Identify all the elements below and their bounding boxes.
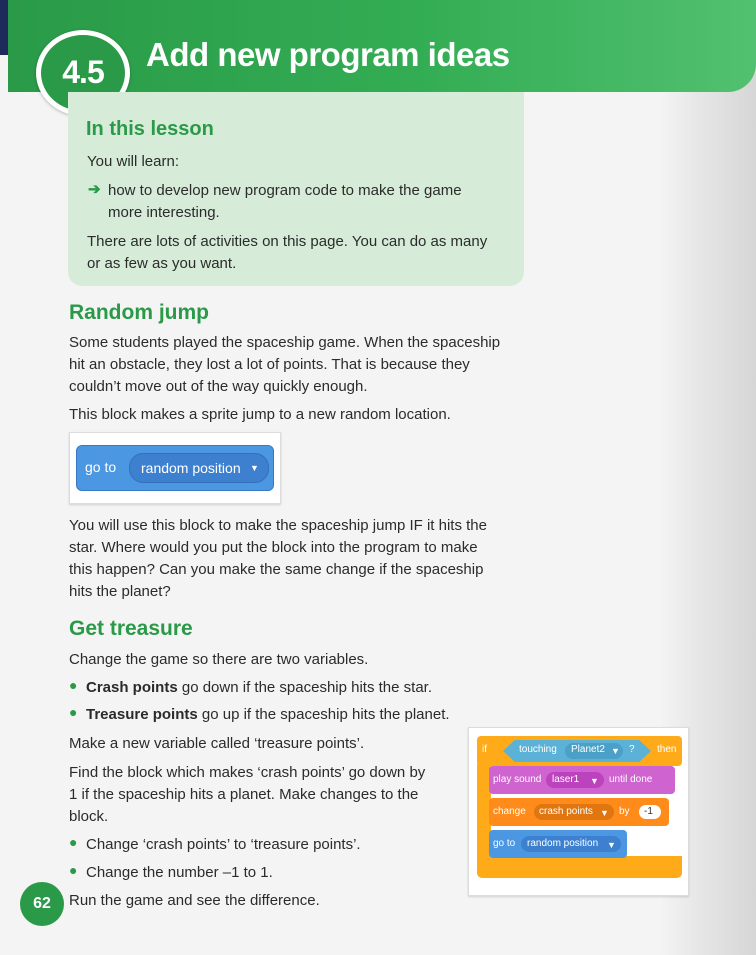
random-jump-para1-line3: couldn’t move out of the way quickly enough. — [69, 378, 368, 395]
get-treasure-heading: Get treasure — [69, 617, 193, 640]
lesson-note-line-1: There are lots of activities on this page. You can do as many — [87, 233, 488, 250]
get-treasure-intro: Change the game so there are two variables. — [69, 651, 369, 668]
random-jump-para3-line3: this happen? Can you make the same change if the spaceship — [69, 561, 484, 578]
random-jump-para3-line1: You will use this block to make the spaceship jump IF it hits the — [69, 517, 487, 534]
treasure-bullet-1: Crash points go down if the spaceship hits the star. — [86, 679, 433, 696]
chevron-down-icon: ▼ — [600, 808, 609, 818]
random-jump-heading: Random jump — [69, 301, 209, 324]
find-block-line3: block. — [69, 808, 109, 825]
objective-line-2: more interesting. — [108, 204, 220, 221]
touching-label: touching — [519, 744, 557, 755]
arrow-icon: ➔ — [88, 181, 101, 198]
bullet-dot-icon: ● — [69, 677, 78, 693]
random-jump-para2: This block makes a sprite jump to a new random location. — [69, 406, 451, 423]
amount-value: -1 — [644, 806, 653, 817]
question-mark: ? — [629, 744, 635, 755]
by-label: by — [619, 806, 630, 817]
change-label: change — [493, 806, 526, 817]
then-label: then — [657, 744, 677, 755]
make-variable-text: Make a new variable called ‘treasure points’. — [69, 735, 365, 752]
lesson-box-heading: In this lesson — [86, 118, 214, 140]
find-block-line2: 1 if the spaceship hits a planet. Make changes to the — [69, 786, 419, 803]
random-position-label-in-stack: random position — [527, 838, 599, 849]
run-game-text: Run the game and see the difference. — [69, 892, 320, 909]
if-label: if — [482, 744, 487, 755]
lesson-number: 4.5 — [62, 54, 104, 90]
planet-label: Planet2 — [571, 744, 605, 755]
lesson-note-line-2: or as few as you want. — [87, 255, 237, 272]
random-jump-para3-line4: hits the planet? — [69, 583, 171, 600]
step-2: Change the number –1 to 1. — [86, 864, 273, 881]
page-title: Add new program ideas — [146, 36, 510, 73]
treasure-bullet-2: Treasure points go up if the spaceship hits the planet. — [86, 706, 450, 723]
until-done-label: until done — [609, 774, 653, 785]
random-jump-para1-line2: hit an obstacle, they lost a lot of points. That is because they — [69, 356, 470, 373]
random-jump-para3-line2: star. Where would you put the block into the program to make — [69, 539, 478, 556]
bullet-dot-icon: ● — [69, 834, 78, 850]
goto-random-block — [76, 445, 274, 491]
bullet-dot-icon: ● — [69, 704, 78, 720]
random-jump-para1-line1: Some students played the spaceship game. When the spaceship — [69, 334, 501, 351]
chevron-down-icon: ▼ — [250, 463, 259, 473]
goto-block-image — [69, 432, 281, 504]
goto-label-in-stack: go to — [493, 838, 516, 849]
objective-line-1: how to develop new program code to make the game — [108, 182, 462, 199]
if-block-bottom — [477, 856, 682, 878]
lesson-intro: You will learn: — [87, 153, 179, 170]
find-block-line1: Find the block which makes ‘crash points’ go down by — [69, 764, 426, 781]
goto-label: go to — [85, 459, 117, 475]
sound-name: laser1 — [552, 774, 580, 785]
chevron-down-icon: ▼ — [611, 746, 620, 756]
chevron-down-icon: ▼ — [607, 840, 616, 850]
random-position-dropdown — [129, 453, 269, 483]
step-1: Change ‘crash points’ to ‘treasure points’. — [86, 836, 361, 853]
chevron-down-icon: ▼ — [590, 776, 599, 786]
random-position-label: random position — [141, 460, 241, 476]
code-stack-image — [468, 727, 689, 896]
page-number: 62 — [20, 882, 64, 926]
bullet-dot-icon: ● — [69, 862, 78, 878]
corner-tab — [0, 0, 8, 55]
variable-name: crash points — [539, 806, 593, 817]
play-sound-label: play sound — [493, 774, 542, 785]
